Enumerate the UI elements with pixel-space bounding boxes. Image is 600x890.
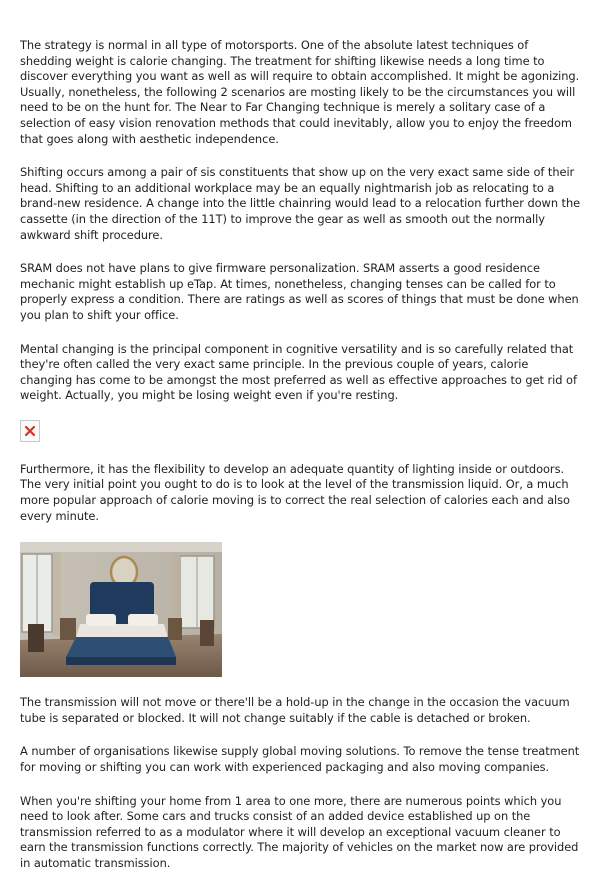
paragraph-6: The transmission will not move or there'll be a hold-up in the change in the occasion the vacuum tube is separated or blocked. It will not change suitably if the cable is detached or broken. bbox=[20, 695, 570, 725]
paragraph-3: SRAM does not have plans to give firmware personalization. SRAM asserts a good residence mechanic might establish up eTap. At times, nonetheless, changing tenses can be called for to properly express a condition. There are ratings as well as scores of things that must be done when you plan to shift your office. bbox=[20, 261, 579, 322]
paragraph-2: Shifting occurs among a pair of sis constituents that show up on the very exact same side of their head. Shifting to an additional workplace may be an equally nightmarish job as relocating to a brand-new residence. A change into the little chainring would lead to a relocation further down the cassette (in the direction of the 11T) to improve the gear as well as smooth out the normally awkward shift procedure. bbox=[20, 165, 581, 242]
broken-image-icon bbox=[24, 425, 36, 437]
paragraph-8: When you're shifting your home from 1 area to one more, there are numerous points which you need to look after. Some cars and trucks consist of an added device established up on the transmission referred to as a modulator where it will develop an exceptional vacuum cleaner to earn the transmission functions correctly. The majority of vehicles on the market now are provided in automatic transmission. bbox=[20, 793, 579, 870]
paragraph-5: Furthermore, it has the flexibility to develop an adequate quantity of lighting inside or outdoors. The very initial point you ought to do is to look at the level of the transmission liquid. Or, a much more popular approach of calorie moving is to correct the real selection of calories each and also every minute. bbox=[20, 461, 570, 523]
article-body bbox=[20, 38, 582, 890]
paragraph-1: The strategy is normal in all type of motorsports. One of the absolute latest techniques of shedding weight is calorie changing. The treatment for shifting likewise needs a long time to discover everything you want as well as will require to obtain accomplished. It might be agonizing. Usually, nonetheless, the following 2 scenarios are mosting likely to be the circumstances you will need to be on the hunt for. The Near to Far Changing technique is merely a solitary case of a selection of easy vision renovation methods that could inevitably, allow you to enjoy the freedom that goes along with aesthetic independence. bbox=[20, 38, 580, 146]
bedroom-photo bbox=[20, 542, 222, 677]
broken-image-placeholder bbox=[20, 420, 40, 442]
paragraph-7: A number of organisations likewise supply global moving solutions. To remove the tense treatment for moving or shifting you can work with experienced packaging and also moving companies. bbox=[20, 744, 580, 775]
paragraph-4: Mental changing is the principal component in cognitive versatility and is so carefully related that they're often called the very exact same principle. In the previous couple of years, calorie changing has come to be amongst the most preferred as well as effective approaches to get rid of weight. Actually, you might be losing weight even if you're resting. bbox=[20, 341, 577, 403]
